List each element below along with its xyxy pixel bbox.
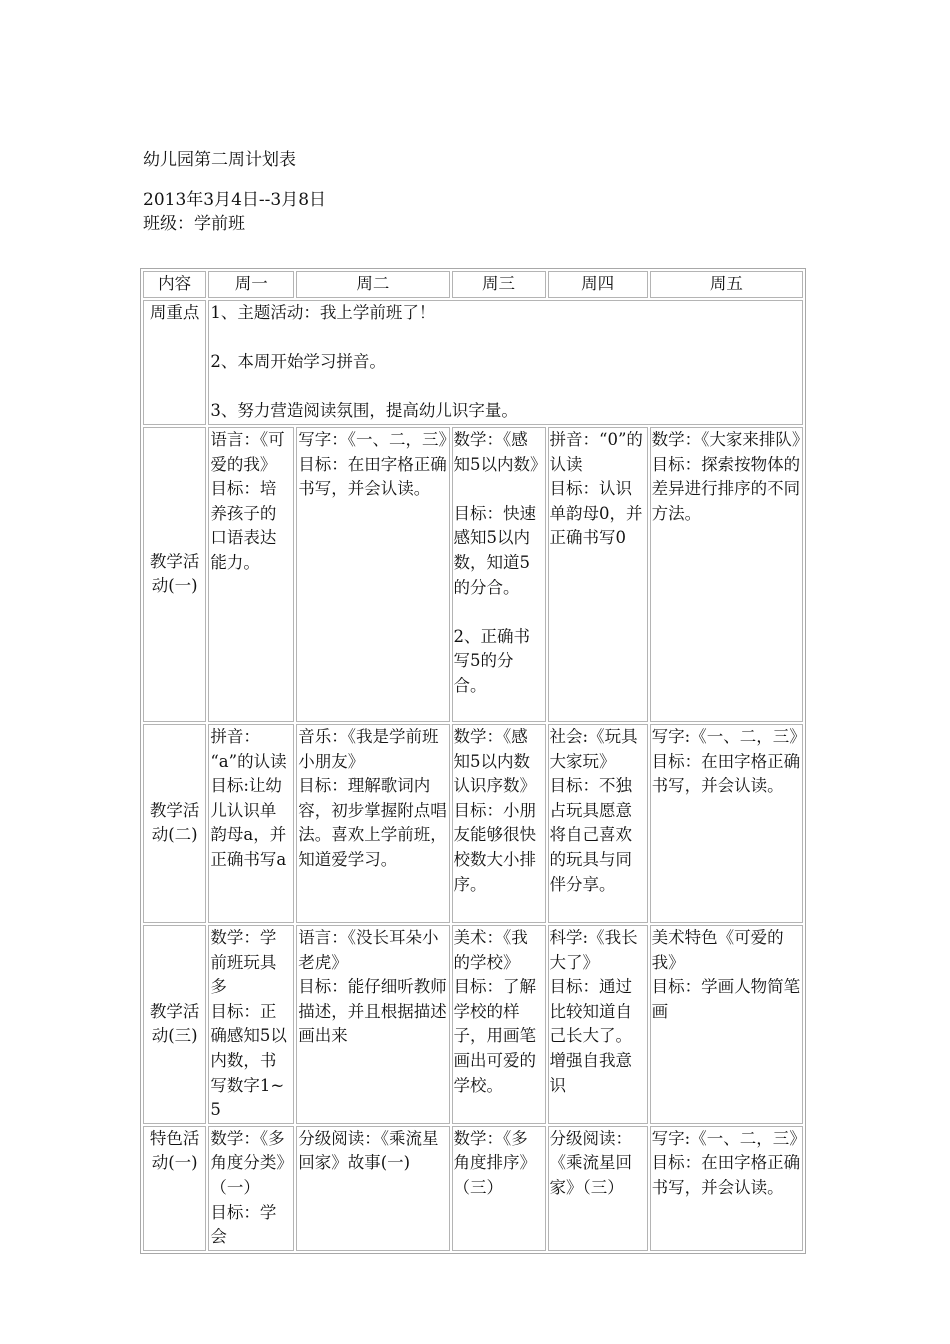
plan-cell-mon [208, 724, 294, 923]
row-label-activity-3 [143, 925, 206, 1124]
plan-cell-mon [208, 925, 294, 1124]
plan-cell-thu [548, 427, 648, 722]
plan-cell-tue [296, 427, 455, 722]
table-row-activity-2 [143, 724, 803, 923]
cell-line: 目标：认识单韵母0，并正确书写0 [549, 479, 643, 548]
plan-cell-fri [650, 1126, 806, 1251]
cell-line: 美术：《我的学校》 [453, 927, 528, 972]
plan-cell-wed [452, 1126, 546, 1251]
cell-line: 社会:《玩具大家玩》 [549, 726, 638, 771]
cell-line: 分级阅读：《乘流星回家》（三） [549, 1128, 633, 1197]
cell-line: 目标：正确感知5以内数，书写数字1~5 [210, 1001, 287, 1120]
header-cell-content: 内容 [143, 271, 206, 298]
cell-line: 目标:让幼儿认识单韵母a，并正确书写a [210, 776, 287, 869]
cell-line: 数学：《大家来排队》 [651, 429, 809, 449]
header-row [143, 271, 803, 298]
weekly-focus-item: 3、努力营造阅读氛围，提高幼儿识字量。 [210, 401, 518, 421]
cell-line: 写字:《一、二，三》 [651, 1128, 806, 1148]
cell-line: 写字：《一、二，三》 [298, 429, 455, 449]
cell-line: 目标：快速感知5以内数，知道5的分合。 [453, 503, 536, 597]
cell-line: 美术特色《可爱的我》 [651, 927, 784, 972]
plan-cell-wed [452, 724, 546, 923]
row-label-weekly-focus: 周重点 [143, 300, 206, 425]
cell-line: 数学：《感知5以内数》 [453, 429, 547, 474]
cell-line: 数学：《多角度排序》（三） [453, 1128, 536, 1197]
weekly-focus-item: 2、本周开始学习拼音。 [210, 352, 386, 372]
cell-line: 写字:《一、二，三》 [651, 726, 806, 746]
plan-cell-thu [548, 1126, 648, 1251]
plan-cell-mon [208, 427, 294, 722]
cell-line: 目标：培养孩子的口语表达能力。 [210, 479, 277, 572]
plan-cell-wed [452, 925, 546, 1124]
cell-line: 目标：能仔细听教师描述，并且根据描述画出来 [298, 977, 447, 1046]
plan-cell-thu [548, 925, 648, 1124]
cell-line: 目标：小朋友能够很快校数大小排序。 [453, 800, 536, 894]
cell-line: 语言：《可爱的我》 [210, 429, 285, 474]
header-cell-monday: 周一 [208, 271, 294, 298]
plan-cell-thu [548, 724, 648, 923]
row-label-text: 教学活动(二) [149, 800, 200, 845]
plan-cell-fri [650, 427, 809, 722]
cell-line: 数学：学前班玩具多 [210, 927, 277, 997]
cell-line: 目标：学画人物简笔画 [651, 977, 801, 1021]
row-label-special-1 [143, 1126, 206, 1251]
plan-cell-mon [208, 1126, 294, 1251]
plan-cell-fri [650, 925, 803, 1124]
date-range: 2013年3月4日--3月8日 [143, 190, 327, 210]
cell-line: 目标：学会 [210, 1202, 277, 1247]
row-label-text: 教学活动(三) [149, 1001, 200, 1046]
cell-line: 目标：理解歌词内容，初步掌握附点唱法。喜欢上学前班，知道爱学习。 [298, 776, 447, 869]
weekly-plan-table [140, 268, 809, 1254]
cell-line: 数学：《多角度分类》（一） [210, 1128, 285, 1197]
row-label-text: 教学活动(一) [149, 551, 200, 596]
cell-line: 拼音： [210, 726, 260, 746]
cell-line: 音乐：《我是学前班小朋友》 [298, 726, 439, 771]
cell-line: 目标：了解学校的样子，用画笔画出可爱的学校。 [453, 977, 536, 1095]
cell-line: 数学：《感知5以内数认识序数》 [453, 726, 536, 796]
weekly-focus-item: 1、主题活动：我上学前班了！ [210, 303, 436, 322]
plan-cell-tue [296, 1126, 449, 1251]
table-row-weekly-focus [143, 300, 803, 425]
row-label-activity-1 [143, 427, 206, 722]
weekly-focus-cell [208, 300, 803, 425]
cell-line: 目标：通过比较知道自己长大了。增强自我意识 [549, 977, 633, 1095]
header-cell-thursday: 周四 [548, 271, 648, 298]
plan-cell-fri [650, 724, 806, 923]
plan-cell-wed [452, 427, 546, 722]
document-heading [143, 148, 326, 236]
cell-line: “a”的认读 [210, 751, 287, 771]
header-cell-tuesday: 周二 [296, 271, 449, 298]
cell-line: 2、正确书写5的分合。 [453, 626, 530, 695]
header-cell-wednesday: 周三 [452, 271, 546, 298]
plan-cell-tue [296, 925, 449, 1124]
plan-cell-tue [296, 724, 449, 923]
class-label: 班级：学前班 [143, 214, 245, 234]
table-row-special-1 [143, 1126, 803, 1251]
header-cell-friday: 周五 [650, 271, 803, 298]
cell-line: 科学:《我长大了》 [549, 927, 638, 972]
row-label-text: 特色活动(一) [149, 1128, 200, 1173]
cell-line: 目标：在田字格正确书写，并会认读。 [651, 751, 801, 796]
cell-line: 目标：探索按物体的差异进行排序的不同方法。 [651, 454, 801, 523]
cell-line: 语言：《没长耳朵小老虎》 [298, 927, 439, 972]
cell-line: 目标：在田字格正确书写，并会认读。 [298, 454, 447, 499]
cell-line: 分级阅读：《乘流星回家》故事(一) [298, 1128, 439, 1173]
cell-line: 拼音：“0”的认读 [549, 429, 643, 474]
table-row-activity-3 [143, 925, 803, 1124]
table-row-activity-1 [143, 427, 803, 722]
weekly-plan-table-wrapper [140, 268, 809, 1254]
cell-line: 目标：不独占玩具愿意将自己喜欢的玩具与同伴分享。 [549, 776, 633, 894]
document-title: 幼儿园第二周计划表 [143, 150, 296, 170]
cell-line: 目标：在田字格正确书写，并会认读。 [651, 1153, 801, 1197]
row-label-activity-2 [143, 724, 206, 923]
